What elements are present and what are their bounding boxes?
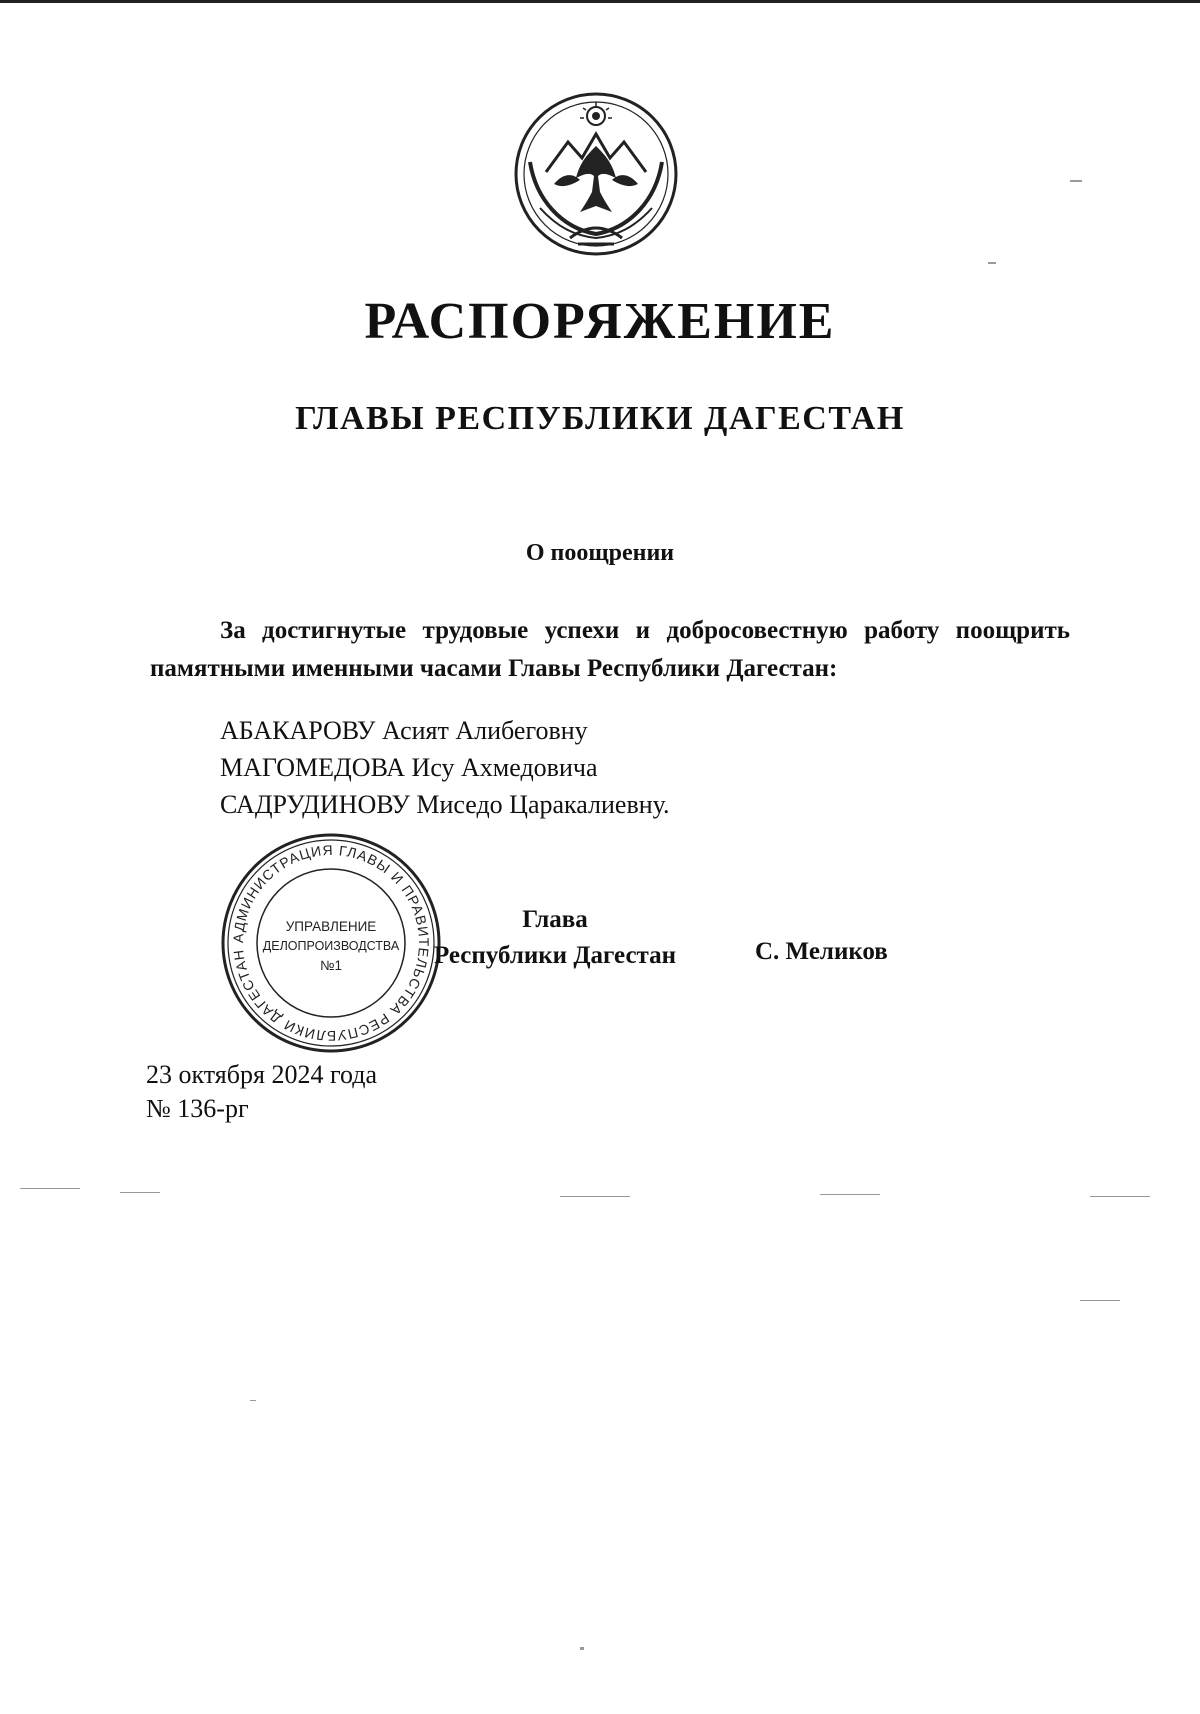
stamp-line-1: УПРАВЛЕНИЕ [285, 919, 377, 934]
document-title: РАСПОРЯЖЕНИЕ [364, 293, 836, 350]
dagestan-coat-of-arms-icon [510, 88, 682, 260]
stamp-ring-text: АДМИНИСТРАЦИЯ ГЛАВЫ И ПРАВИТЕЛЬСТВА РЕСПУБЛИКИ ДАГЕСТАН [229, 841, 433, 1045]
signatory-position-line-2: Республики Дагестан [433, 942, 677, 969]
official-stamp [218, 830, 444, 1056]
signatory-position [420, 902, 690, 974]
document-subtitle: ГЛАВЫ РЕСПУБЛИКИ ДАГЕСТАН [295, 400, 905, 437]
document-body: За достигнутые трудовые успехи и добросовестную работу поощрить памятными именными часами Главы Республики Дагестан: [150, 617, 1070, 682]
document-date: 23 октября 2024 года [146, 1060, 377, 1089]
list-item: САДРУДИНОВУ Миседо Царакалиевну. [220, 790, 670, 819]
document-number: № 136-рг [146, 1094, 249, 1123]
awardee-list [220, 712, 670, 823]
document-date-block [146, 1058, 377, 1126]
signatory-position-line-1: Глава [522, 906, 588, 933]
stamp-line-2: ДЕЛОПРОИЗВОДСТВА [262, 939, 400, 953]
signatory-name: С. Меликов [755, 938, 888, 965]
stamp-line-3: №1 [320, 958, 342, 973]
list-item: МАГОМЕДОВА Ису Ахмедовича [220, 753, 598, 782]
document-subject: О поощрении [525, 540, 675, 566]
list-item: АБАКАРОВУ Асият Алибеговну [220, 716, 588, 745]
scan-top-border [0, 0, 1200, 3]
